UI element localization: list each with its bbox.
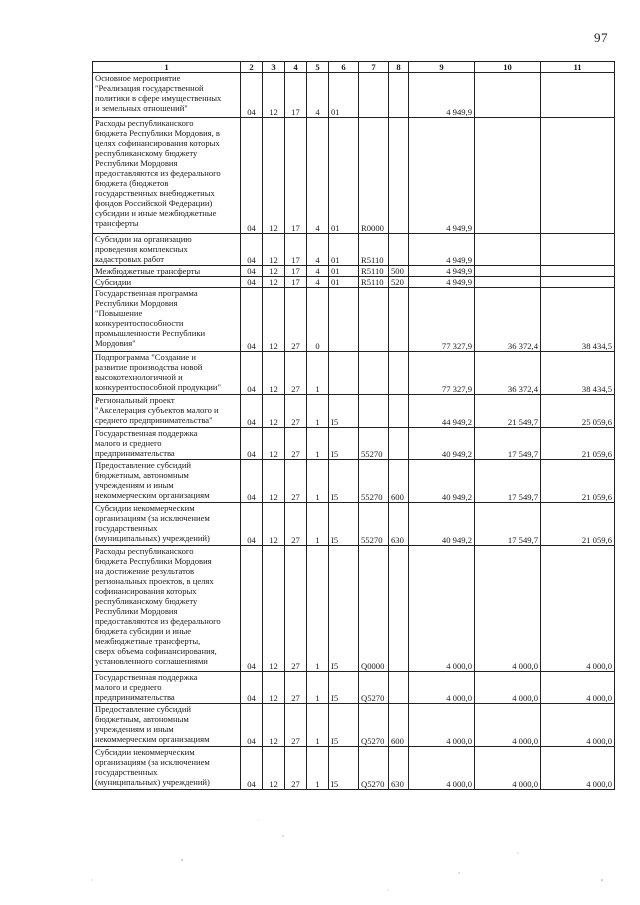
subsection-code-cell: 12	[263, 277, 285, 288]
target-code-cell: R5110	[359, 277, 389, 288]
event-code-cell: 01	[329, 277, 359, 288]
row-name-cell: Государственная программа Республики Мордовия "Повышение конкурентоспособности промышленности Республики Мордовия"	[93, 288, 241, 352]
expense-type-cell: 630	[389, 747, 409, 790]
subprogram-code-cell: 4	[307, 118, 329, 234]
amount-col11-cell: 4 000,0	[541, 672, 615, 704]
subprogram-code-cell: 1	[307, 395, 329, 428]
target-code-cell: Q5270	[359, 704, 389, 747]
row-name-cell: Предоставление субсидий бюджетным, автономным учреждениям и иным некоммерческим организациям	[93, 460, 241, 503]
amount-col10-cell: 36 372,4	[475, 352, 541, 395]
section-code-cell: 04	[241, 277, 263, 288]
program-code-cell: 27	[285, 503, 307, 546]
row-name-cell: Субсидии некоммерческим организациям (за исключением государственных (муниципальных) учреждений)	[93, 503, 241, 546]
row-name-cell: Предоставление субсидий бюджетным, автономным учреждениям и иным некоммерческим организациям	[93, 704, 241, 747]
amount-col11-cell: 4 000,0	[541, 704, 615, 747]
program-code-cell: 17	[285, 277, 307, 288]
target-code-cell: 55270	[359, 460, 389, 503]
subsection-code-cell: 12	[263, 747, 285, 790]
row-name-cell: Государственная поддержка малого и среднего предпринимательства	[93, 672, 241, 704]
subprogram-code-cell: 0	[307, 288, 329, 352]
amount-col9-cell: 4 000,0	[409, 546, 475, 672]
amount-col9-cell: 4 949,9	[409, 234, 475, 266]
subsection-code-cell: 12	[263, 234, 285, 266]
column-header: 8	[389, 62, 409, 73]
amount-col10-cell: 4 000,0	[475, 672, 541, 704]
amount-col10-cell: 17 549,7	[475, 428, 541, 460]
subsection-code-cell: 12	[263, 428, 285, 460]
subsection-code-cell: 12	[263, 352, 285, 395]
target-code-cell: Q0000	[359, 546, 389, 672]
section-code-cell: 04	[241, 704, 263, 747]
target-code-cell: R0000	[359, 118, 389, 234]
subprogram-code-cell: 4	[307, 266, 329, 277]
section-code-cell: 04	[241, 503, 263, 546]
event-code-cell: I5	[329, 546, 359, 672]
column-header: 1	[93, 62, 241, 73]
subsection-code-cell: 12	[263, 118, 285, 234]
amount-col11-cell: 4 000,0	[541, 546, 615, 672]
event-code-cell: I5	[329, 428, 359, 460]
event-code-cell: 01	[329, 234, 359, 266]
expense-type-cell: 500	[389, 266, 409, 277]
section-code-cell: 04	[241, 747, 263, 790]
subprogram-code-cell: 4	[307, 277, 329, 288]
amount-col9-cell: 40 949,2	[409, 460, 475, 503]
event-code-cell: I5	[329, 704, 359, 747]
event-code-cell: I5	[329, 460, 359, 503]
section-code-cell: 04	[241, 460, 263, 503]
subsection-code-cell: 12	[263, 73, 285, 118]
event-code-cell: I5	[329, 503, 359, 546]
subprogram-code-cell: 1	[307, 503, 329, 546]
amount-col10-cell: 17 549,7	[475, 460, 541, 503]
program-code-cell: 27	[285, 428, 307, 460]
event-code-cell: 01	[329, 73, 359, 118]
event-code-cell: I5	[329, 747, 359, 790]
row-name-cell: Субсидии на организацию проведения комплексных кадастровых работ	[93, 234, 241, 266]
section-code-cell: 04	[241, 395, 263, 428]
subprogram-code-cell: 1	[307, 460, 329, 503]
subprogram-code-cell: 1	[307, 747, 329, 790]
amount-col11-cell: 21 059,6	[541, 428, 615, 460]
amount-col10-cell: 36 372,4	[475, 288, 541, 352]
column-header: 5	[307, 62, 329, 73]
column-header: 4	[285, 62, 307, 73]
program-code-cell: 17	[285, 266, 307, 277]
subsection-code-cell: 12	[263, 395, 285, 428]
subsection-code-cell: 12	[263, 460, 285, 503]
section-code-cell: 04	[241, 546, 263, 672]
amount-col9-cell: 4 949,9	[409, 73, 475, 118]
column-header: 2	[241, 62, 263, 73]
event-code-cell: 01	[329, 118, 359, 234]
section-code-cell: 04	[241, 118, 263, 234]
subprogram-code-cell: 4	[307, 234, 329, 266]
page-number: 97	[594, 30, 608, 45]
section-code-cell: 04	[241, 288, 263, 352]
target-code-cell: R5110	[359, 266, 389, 277]
program-code-cell: 27	[285, 395, 307, 428]
event-code-cell: I5	[329, 395, 359, 428]
amount-col10-cell: 4 000,0	[475, 704, 541, 747]
amount-col11-cell: 21 059,6	[541, 460, 615, 503]
amount-col9-cell: 4 949,9	[409, 118, 475, 234]
program-code-cell: 27	[285, 704, 307, 747]
expense-type-cell: 600	[389, 704, 409, 747]
target-code-cell: 55270	[359, 428, 389, 460]
program-code-cell: 17	[285, 234, 307, 266]
row-name-cell: Расходы республиканского бюджета Республики Мордовия на достижение результатов региональных проектов, в целях софинансирования которых республиканскому бюджету Республики Мордовия предоставляются из федерального бюджета субсидии и иные межбюджетные трансферты, сверх объема софинансирования, установленного соглашениями	[93, 546, 241, 672]
amount-col11-cell: 4 000,0	[541, 747, 615, 790]
expense-type-cell: 600	[389, 460, 409, 503]
row-name-cell: Субсидии некоммерческим организациям (за исключением государственных (муниципальных) учреждений)	[93, 747, 241, 790]
amount-col9-cell: 44 949,2	[409, 395, 475, 428]
amount-col9-cell: 4 000,0	[409, 704, 475, 747]
amount-col10-cell: 4 000,0	[475, 546, 541, 672]
amount-col9-cell: 4 000,0	[409, 747, 475, 790]
target-code-cell: 55270	[359, 503, 389, 546]
amount-col9-cell: 77 327,9	[409, 288, 475, 352]
subsection-code-cell: 12	[263, 704, 285, 747]
amount-col9-cell: 40 949,2	[409, 503, 475, 546]
subprogram-code-cell: 1	[307, 672, 329, 704]
amount-col9-cell: 77 327,9	[409, 352, 475, 395]
subprogram-code-cell: 1	[307, 352, 329, 395]
amount-col10-cell: 21 549,7	[475, 395, 541, 428]
expense-type-cell: 520	[389, 277, 409, 288]
amount-col11-cell: 38 434,5	[541, 288, 615, 352]
amount-col11-cell: 38 434,5	[541, 352, 615, 395]
program-code-cell: 27	[285, 546, 307, 672]
section-code-cell: 04	[241, 266, 263, 277]
section-code-cell: 04	[241, 234, 263, 266]
row-name-cell: Расходы республиканского бюджета Республики Мордовия, в целях софинансирования которых республиканскому бюджету Республики Мордовия предоставляются из федерального бюджета (бюджетов государственных внебюджетных фондов Российской Федерации) субсидии и иные межбюджетные трансферты	[93, 118, 241, 234]
column-header: 9	[409, 62, 475, 73]
program-code-cell: 27	[285, 288, 307, 352]
amount-col10-cell: 17 549,7	[475, 503, 541, 546]
event-code-cell: I5	[329, 672, 359, 704]
column-header: 11	[541, 62, 615, 73]
column-header: 7	[359, 62, 389, 73]
row-name-cell: Основное мероприятие "Реализация государственной политики в сфере имущественных и земельных отношений"	[93, 73, 241, 118]
row-name-cell: Государственная поддержка малого и среднего предпринимательства	[93, 428, 241, 460]
target-code-cell: Q5270	[359, 747, 389, 790]
program-code-cell: 27	[285, 352, 307, 395]
subsection-code-cell: 12	[263, 288, 285, 352]
subsection-code-cell: 12	[263, 672, 285, 704]
amount-col9-cell: 4 949,9	[409, 266, 475, 277]
event-code-cell: 01	[329, 266, 359, 277]
row-name-cell: Региональный проект "Акселерация субъектов малого и среднего предпринимательства"	[93, 395, 241, 428]
subprogram-code-cell: 1	[307, 546, 329, 672]
subsection-code-cell: 12	[263, 266, 285, 277]
program-code-cell: 27	[285, 747, 307, 790]
program-code-cell: 27	[285, 672, 307, 704]
amount-col9-cell: 4 949,9	[409, 277, 475, 288]
row-name-cell: Подпрограмма "Создание и развитие производства новой высокотехнологичной и конкурентоспособной продукции"	[93, 352, 241, 395]
subprogram-code-cell: 1	[307, 428, 329, 460]
amount-col9-cell: 40 949,2	[409, 428, 475, 460]
program-code-cell: 17	[285, 73, 307, 118]
subprogram-code-cell: 1	[307, 704, 329, 747]
amount-col10-cell: 4 000,0	[475, 747, 541, 790]
section-code-cell: 04	[241, 428, 263, 460]
section-code-cell: 04	[241, 73, 263, 118]
amount-col9-cell: 4 000,0	[409, 672, 475, 704]
column-header: 3	[263, 62, 285, 73]
target-code-cell: R5110	[359, 234, 389, 266]
amount-col11-cell: 21 059,6	[541, 503, 615, 546]
amount-col11-cell: 25 059,6	[541, 395, 615, 428]
column-header: 6	[329, 62, 359, 73]
program-code-cell: 17	[285, 118, 307, 234]
subprogram-code-cell: 4	[307, 73, 329, 118]
column-header: 10	[475, 62, 541, 73]
subsection-code-cell: 12	[263, 546, 285, 672]
section-code-cell: 04	[241, 352, 263, 395]
section-code-cell: 04	[241, 672, 263, 704]
expense-type-cell: 630	[389, 503, 409, 546]
row-name-cell: Межбюджетные трансферты	[93, 266, 241, 277]
target-code-cell: Q5270	[359, 672, 389, 704]
row-name-cell: Субсидии	[93, 277, 241, 288]
program-code-cell: 27	[285, 460, 307, 503]
subsection-code-cell: 12	[263, 503, 285, 546]
